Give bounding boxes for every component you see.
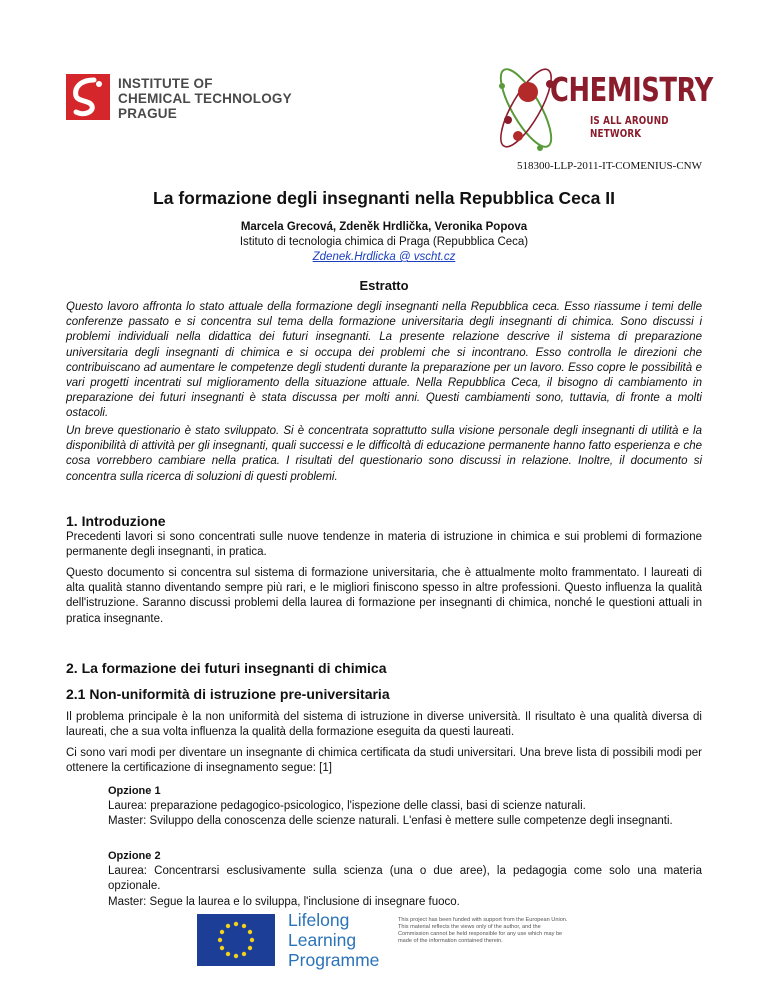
ict-logo-text: INSTITUTE OF CHEMICAL TECHNOLOGY PRAGUE [118,76,292,121]
option-1-master: Master: Sviluppo della conoscenza delle scienze naturali. L'enfasi è mettere sulle competenze degli insegnanti. [108,815,673,828]
abstract-paragraph-1: Questo lavoro affronta lo stato attuale della formazione degli insegnanti nella Repubblica ceca. Esso riassume i temi delle conferenze passato e si concentra sul tema della formazione universitaria degli insegnanti di chimica. Sono discussi i problemi individuali nella didattica dei futuri insegnanti. La presente relazione descrive il sistema di preparazione universitaria degli insegnanti di chimica e si occupa dei problemi che si incontrano. Esso controlla le direzioni che contribuiscano ad aumentare le competenze degli studenti durante la preparazione per un lavoro. Esso copre le possibilità e vari progetti incentrati sul miglioramento della situazione attuale. Nella Repubblica Ceca, il bisogno di cambiamento in preparazione dei futuri insegnanti è stata discussa per molti anni. Questi cambiamenti sono, tuttavia, di fronte a molti ostacoli. [66,301,702,420]
ict-prague-logo [66,74,306,124]
section-2-paragraph-1: Il problema principale è la non uniformità del sistema di istruzione in diverse università. Il risultato è una qualità diversa di laureati, che a sua volta influenza la qualità della formazione eseguita da questi laureati. [66,711,702,739]
section-2-paragraph-2: Ci sono vari modi per diventare un insegnante di chimica certificata da studi universitari. Una breve lista di possibili modi per ottenere la certificazione di insegnamento segue: [1] [66,747,702,775]
option-1-laurea: Laurea: preparazione pedagogico-psicologico, l'ispezione delle classi, basi di scienze naturali. [108,800,586,813]
option-2-master: Master: Segue la laurea e lo sviluppa, l'inclusione di insegnare fuoco. [108,895,460,908]
section-1-paragraph-1: Precedenti lavori si sono concentrati sulle nuove tendenze in materia di istruzione in chimica e sui problemi di formazione permanente degli insegnanti, in pratica. [66,531,702,559]
lifelong-learning-programme-logo-text: Lifelong Learning Programme [288,910,380,970]
option-2-laurea: Laurea: Concentrarsi esclusivamente sulla scienza (una o due aree), la pedagogia come solo una materia opzionale. [108,865,702,893]
option-1-title: Opzione 1 [108,785,161,797]
project-code: 518300-LLP-2011-IT-COMENIUS-CNW [517,160,702,172]
section-1-paragraph-2: Questo documento si concentra sul sistema di formazione universitaria, che è attualmente molto frammentato. I laureati di alta qualità stanno diventando sempre più rari, e le migliori finiscono spesso in altre professioni. Questo influenza la qualità dell'istruzione. Saranno discussi problemi della laurea di formazione per insegnanti di chimica, nonché le questioni attuali in pratica insegnante. [66,567,702,625]
author-email-link[interactable]: Zdenek.Hrdlicka @ vscht.cz [312,251,456,263]
eu-flag-icon [197,914,275,966]
paper-title: La formazione degli insegnanti nella Repubblica Ceca II [153,188,615,208]
ict-emblem-icon [66,74,110,120]
eu-disclaimer: This project has been funded with support from the European Union. This material reflects the views only of the author, and the Commission cannot be held responsible for any use which may be made of the information contained therein. [398,917,568,944]
section-2-1-heading: 2.1 Non-uniformità di istruzione pre-universitaria [66,686,390,702]
chemistry-logo-tagline: IS ALL AROUND NETWORK [590,114,669,140]
section-1-heading: 1. Introduzione [66,513,166,529]
affiliation: Istituto di tecnologia chimica di Praga (Repubblica Ceca) [239,236,529,248]
chemistry-logo-word: CHEMISTRY [550,70,713,109]
abstract-heading: Estratto [359,278,409,293]
option-2-title: Opzione 2 [108,850,161,862]
option-1 [108,784,702,830]
chemistry-network-logo [488,56,713,176]
authors: Marcela Grecová, Zdeněk Hrdlička, Veronika Popova [240,221,528,233]
option-2 [108,849,702,910]
abstract-paragraph-2: Un breve questionario è stato sviluppato. Si è concentrata soprattutto sulla visione personale degli insegnanti di utilità e la disponibilità di attività per gli insegnanti, quali successi e le difficoltà di educazione permanente hanno fatto esperienza e che cosa vorrebbero cambiare nella pratica. I risultati del questionario sono discussi in relazione. Inoltre, il documento si concentra sulla ricerca di soluzioni di questi problemi. [66,425,702,483]
section-2-heading: 2. La formazione dei futuri insegnanti di chimica [66,660,387,676]
